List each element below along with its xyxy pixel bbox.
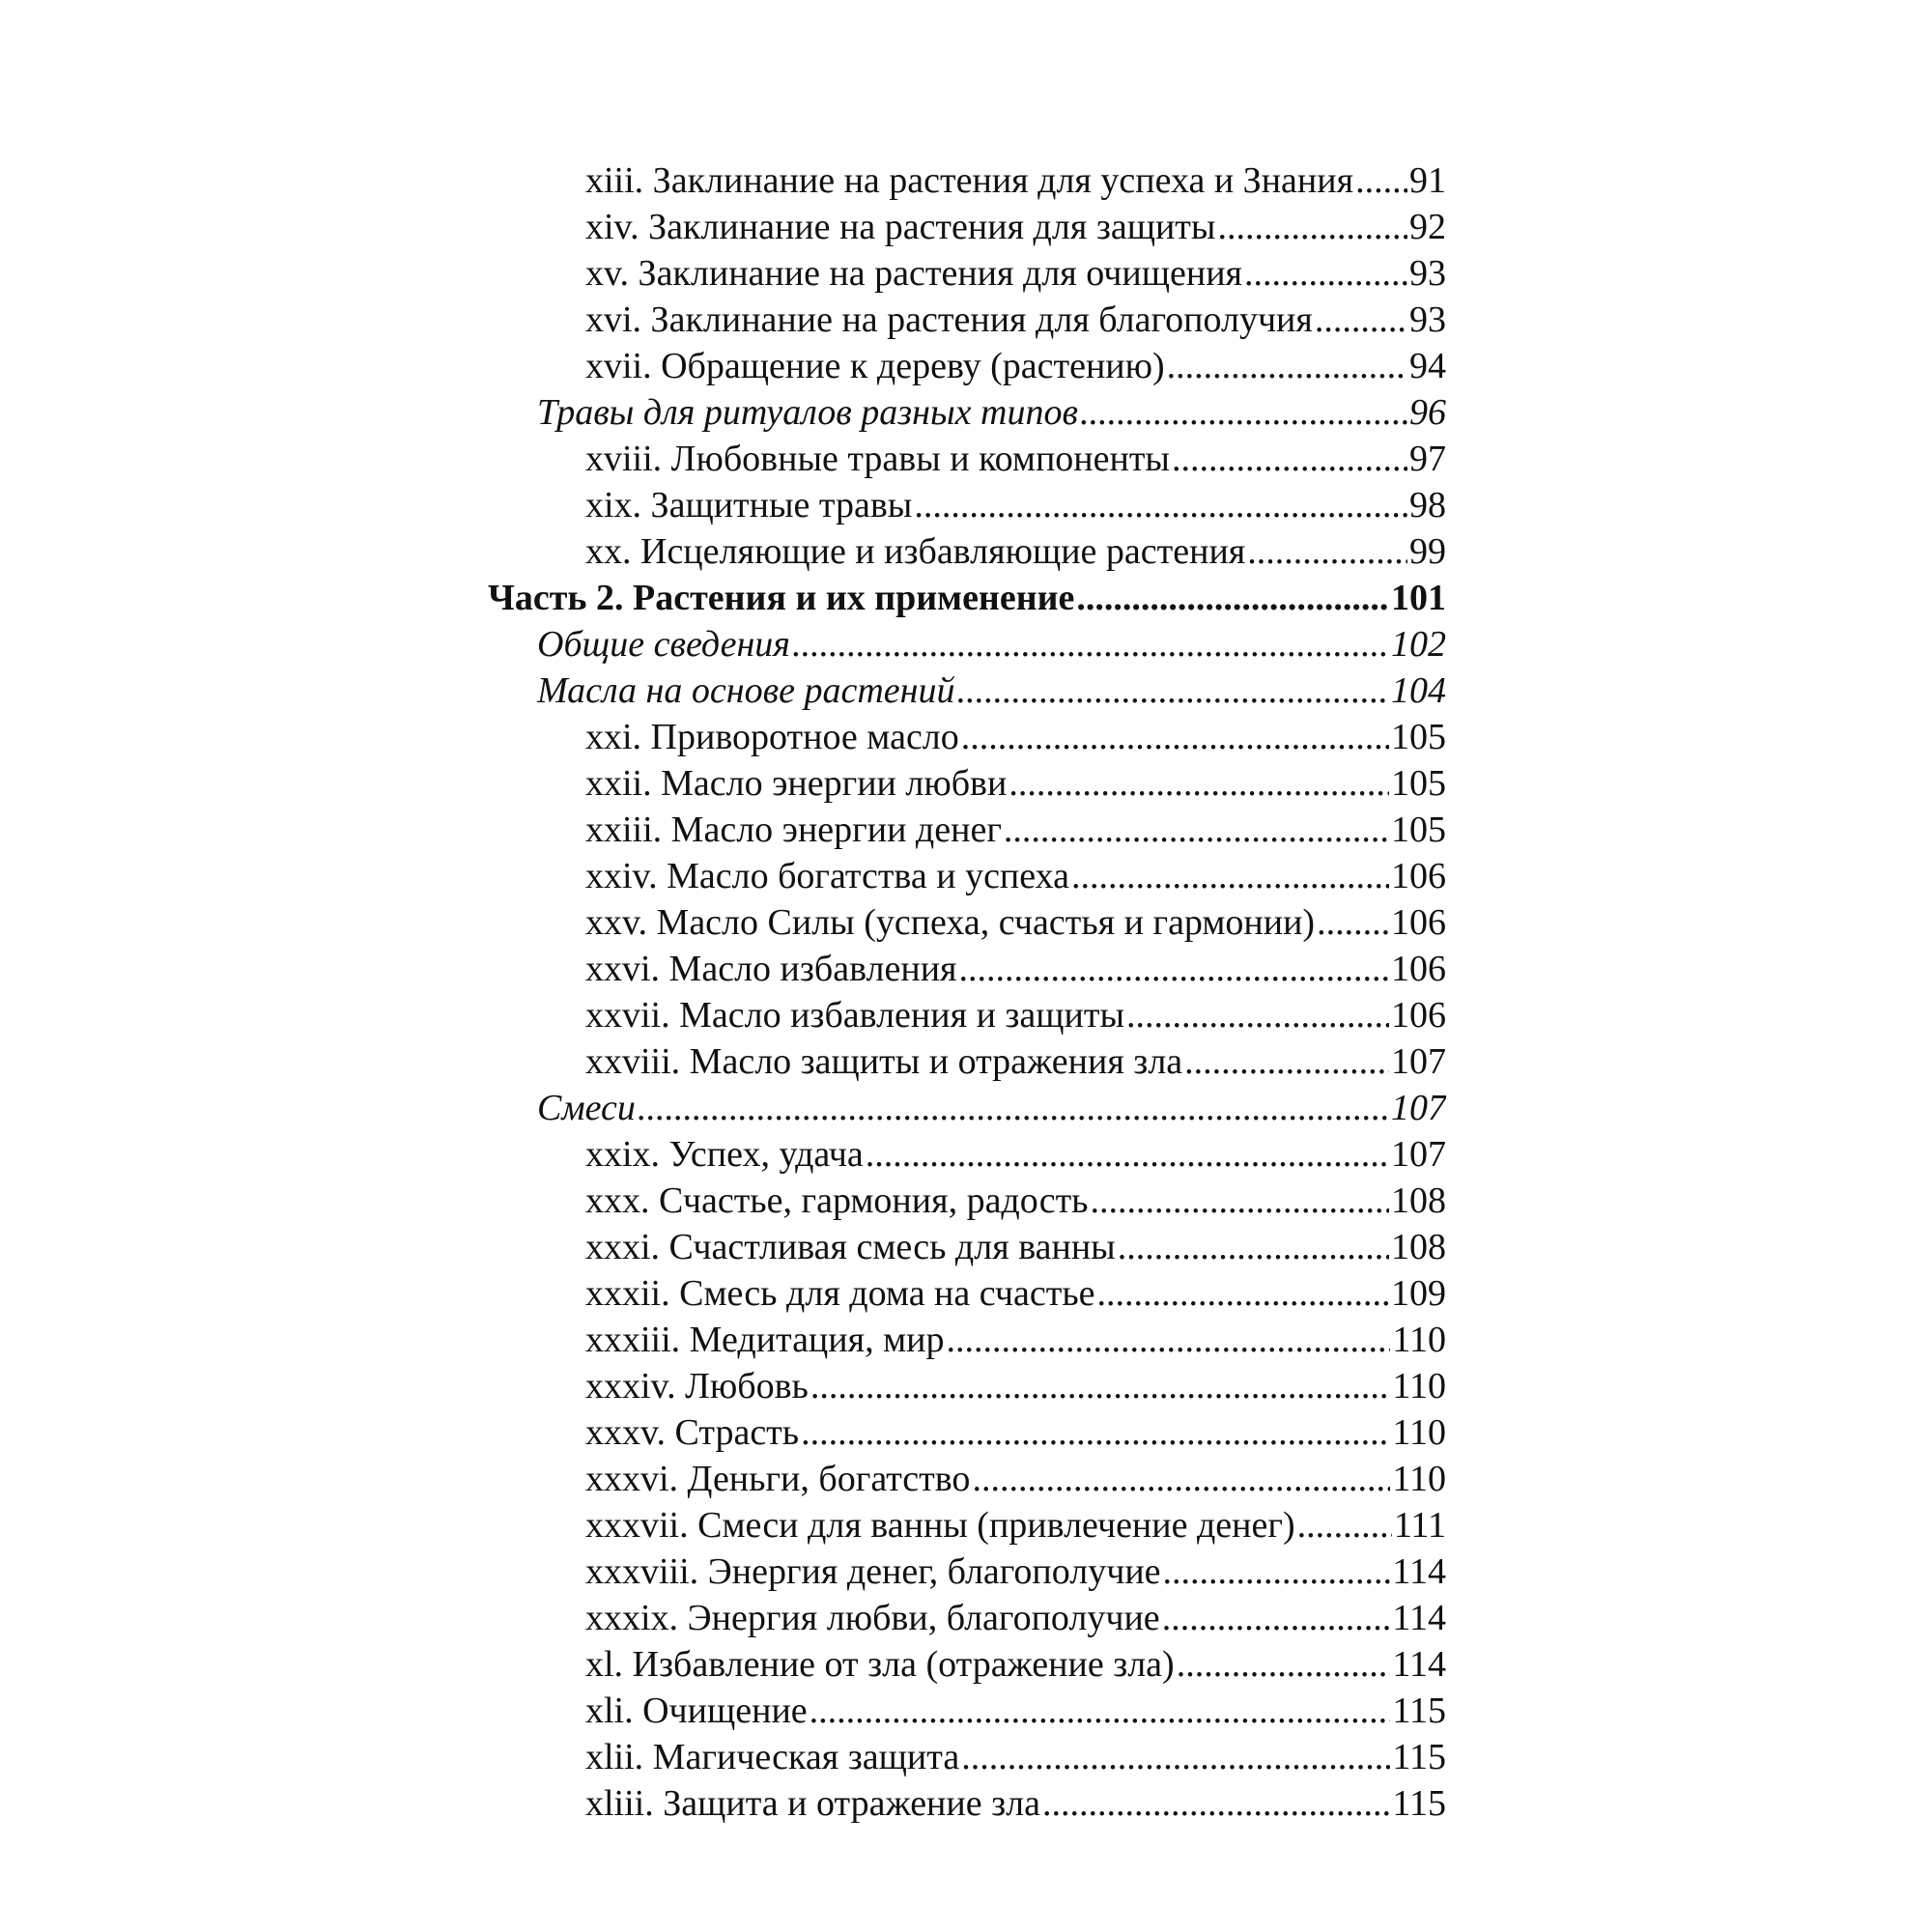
toc-page-number: 108	[1391, 1227, 1446, 1267]
dot-leader	[946, 1317, 1390, 1363]
dot-leader	[1317, 899, 1389, 946]
toc-entry-line	[585, 1548, 1446, 1595]
toc-page-number: 115	[1392, 1737, 1446, 1777]
toc-page-number: 107	[1391, 1041, 1446, 1082]
toc-item-entry	[0, 528, 1932, 575]
dot-leader	[1167, 343, 1407, 389]
toc-entry-line	[585, 714, 1446, 760]
toc-entry-title: xxix. Успех, удача	[585, 1134, 864, 1175]
dot-leader	[961, 714, 1389, 760]
toc-entry-line	[585, 1688, 1446, 1734]
toc-entry-title: xxi. Приворотное масло	[585, 717, 959, 757]
toc-item-entry	[0, 1038, 1932, 1085]
toc-entry-line	[537, 621, 1446, 668]
dot-leader	[1004, 807, 1389, 853]
toc-item-entry	[0, 1409, 1932, 1456]
toc-entry-line	[585, 1178, 1446, 1224]
toc-entry-line	[585, 853, 1446, 899]
toc-entry-line	[585, 482, 1446, 528]
toc-entry-line	[585, 1131, 1446, 1178]
toc-entry-title: xxxiv. Любовь	[585, 1366, 809, 1406]
toc-entry-line	[585, 250, 1446, 297]
toc-page-number: 110	[1392, 1412, 1446, 1453]
toc-entry-line	[537, 1085, 1446, 1131]
toc-entry-line	[585, 992, 1446, 1038]
toc-section-entry	[0, 621, 1932, 668]
toc-entry-title: xxxvi. Деньги, богатство	[585, 1459, 971, 1499]
toc-page-number: 96	[1409, 392, 1446, 433]
toc-page-number: 110	[1392, 1459, 1446, 1499]
dot-leader	[1097, 1270, 1389, 1317]
toc-page-number: 107	[1391, 1088, 1446, 1128]
toc-section-entry	[0, 389, 1932, 436]
toc-entry-line	[585, 1224, 1446, 1270]
toc-section-entry	[0, 668, 1932, 714]
toc-entry-title: xix. Защитные травы	[585, 485, 913, 526]
toc-entry-title: xxv. Масло Силы (успеха, счастья и гармонии)	[585, 902, 1316, 943]
toc-item-entry	[0, 760, 1932, 807]
toc-page-number: 92	[1409, 207, 1446, 247]
toc-item-entry	[0, 1456, 1932, 1502]
toc-page-number: 93	[1409, 253, 1446, 294]
toc-page-number: 91	[1409, 160, 1446, 201]
toc-item-entry	[0, 204, 1932, 250]
toc-page-number: 101	[1391, 578, 1446, 618]
toc-entry-title: xxxix. Энергия любви, благополучие	[585, 1598, 1160, 1638]
toc-item-entry	[0, 1131, 1932, 1178]
toc-entry-title: xli. Очищение	[585, 1690, 808, 1731]
dot-leader	[810, 1688, 1391, 1734]
dot-leader	[1118, 1224, 1389, 1270]
toc-entry-title: Смеси	[537, 1088, 636, 1128]
toc-section-entry	[0, 1085, 1932, 1131]
toc-entry-title: xxiv. Масло богатства и успеха	[585, 856, 1069, 896]
dot-leader	[914, 482, 1407, 528]
toc-item-entry	[0, 157, 1932, 204]
toc-entry-line	[585, 1409, 1446, 1456]
toc-entry-title: xxiii. Масло энергии денег	[585, 810, 1002, 850]
toc-entry-line	[585, 436, 1446, 482]
toc-item-entry	[0, 1734, 1932, 1780]
toc-entry-title: Общие сведения	[537, 624, 790, 665]
dot-leader	[801, 1409, 1390, 1456]
toc-item-entry	[0, 1780, 1932, 1827]
toc-page-number: 114	[1392, 1551, 1446, 1592]
toc-page-number: 93	[1409, 299, 1446, 340]
toc-entry-title: xliii. Защита и отражение зла	[585, 1783, 1040, 1824]
dot-leader	[1009, 760, 1389, 807]
toc-page-number: 106	[1391, 949, 1446, 989]
toc-entry-line	[585, 1038, 1446, 1085]
toc-item-entry	[0, 992, 1932, 1038]
toc-page-number: 109	[1391, 1273, 1446, 1314]
toc-item-entry	[0, 297, 1932, 343]
toc-item-entry	[0, 807, 1932, 853]
dot-leader	[1091, 1178, 1389, 1224]
toc-part-heading	[0, 575, 1932, 621]
toc-page-number: 105	[1391, 763, 1446, 804]
dot-leader	[1217, 204, 1407, 250]
toc-page-number: 108	[1391, 1180, 1446, 1221]
toc-item-entry	[0, 482, 1932, 528]
toc-item-entry	[0, 853, 1932, 899]
dot-leader	[1076, 575, 1389, 621]
dot-leader	[1080, 389, 1407, 436]
toc-page-number: 98	[1409, 485, 1446, 526]
toc-entry-title: xxviii. Масло защиты и отражения зла	[585, 1041, 1183, 1082]
toc-entry-line	[585, 297, 1446, 343]
toc-page-number: 114	[1392, 1598, 1446, 1638]
dot-leader	[1244, 250, 1407, 297]
toc-page-number: 99	[1409, 531, 1446, 572]
dot-leader	[792, 621, 1389, 668]
toc-page-number: 110	[1392, 1320, 1446, 1360]
dot-leader	[1162, 1595, 1391, 1641]
toc-entry-line	[585, 1641, 1446, 1688]
toc-item-entry	[0, 1270, 1932, 1317]
toc-entry-title: Травы для ритуалов разных типов	[537, 392, 1078, 433]
toc-item-entry	[0, 1688, 1932, 1734]
toc-entry-line	[537, 668, 1446, 714]
dot-leader	[1184, 1038, 1389, 1085]
toc-page-number: 104	[1391, 670, 1446, 711]
toc-item-entry	[0, 946, 1932, 992]
toc-entry-line	[537, 389, 1446, 436]
toc-entry-title: xiii. Заклинание на растения для успеха и Знания	[585, 160, 1354, 201]
toc-entry-title: xxii. Масло энергии любви	[585, 763, 1008, 804]
toc-entry-title: xxxv. Страсть	[585, 1412, 800, 1453]
toc-entry-title: xx. Исцеляющие и избавляющие растения	[585, 531, 1246, 572]
toc-page-number: 105	[1391, 810, 1446, 850]
dot-leader	[1071, 853, 1389, 899]
dot-leader	[1163, 1548, 1391, 1595]
toc-item-entry	[0, 1502, 1932, 1548]
toc-item-entry	[0, 343, 1932, 389]
toc-entry-title: xxx. Счастье, гармония, радость	[585, 1180, 1089, 1221]
toc-item-entry	[0, 1548, 1932, 1595]
toc-entry-title: xxxiii. Медитация, мир	[585, 1320, 945, 1360]
toc-item-entry	[0, 1224, 1932, 1270]
toc-entry-line	[585, 760, 1446, 807]
dot-leader	[866, 1131, 1389, 1178]
toc-page-number: 115	[1392, 1690, 1446, 1731]
toc-entry-title: Часть 2. Растения и их применение	[488, 578, 1075, 618]
toc-entry-title: xxvi. Масло избавления	[585, 949, 957, 989]
dot-leader	[1042, 1780, 1390, 1827]
toc-entry-title: xxxi. Счастливая смесь для ванны	[585, 1227, 1116, 1267]
toc-entry-line	[585, 899, 1446, 946]
toc-entry-title: xxxviii. Энергия денег, благополучие	[585, 1551, 1161, 1592]
toc-entry-line	[585, 807, 1446, 853]
toc-item-entry	[0, 1317, 1932, 1363]
toc-page-number: 115	[1392, 1783, 1446, 1824]
dot-leader	[959, 946, 1389, 992]
toc-page-number: 111	[1393, 1505, 1446, 1546]
dot-leader	[638, 1085, 1389, 1131]
dot-leader	[956, 668, 1389, 714]
toc-entry-line	[585, 1595, 1446, 1641]
toc-page-number: 114	[1392, 1644, 1446, 1685]
toc-entry-line	[585, 946, 1446, 992]
dot-leader	[1355, 157, 1407, 204]
dot-leader	[1177, 1641, 1391, 1688]
toc-entry-line	[585, 1502, 1446, 1548]
toc-page-number: 110	[1392, 1366, 1446, 1406]
toc-entry-title: xxvii. Масло избавления и защиты	[585, 995, 1125, 1036]
toc-item-entry	[0, 436, 1932, 482]
dot-leader	[972, 1456, 1390, 1502]
dot-leader	[1247, 528, 1407, 575]
toc-entry-line	[585, 157, 1446, 204]
toc-entry-line	[585, 1456, 1446, 1502]
toc-page-number: 107	[1391, 1134, 1446, 1175]
toc-entry-title: xlii. Магическая защита	[585, 1737, 960, 1777]
toc-entry-title: xiv. Заклинание на растения для защиты	[585, 207, 1216, 247]
toc-entry-title: xv. Заклинание на растения для очищения	[585, 253, 1243, 294]
dot-leader	[810, 1363, 1391, 1409]
toc-entry-title: Масла на основе растений	[537, 670, 955, 711]
toc-page-number: 94	[1409, 346, 1446, 386]
toc-entry-line	[488, 575, 1446, 621]
toc-entry-line	[585, 1363, 1446, 1409]
toc-entry-line	[585, 343, 1446, 389]
dot-leader	[961, 1734, 1390, 1780]
toc-page-number: 106	[1391, 902, 1446, 943]
toc-item-entry	[0, 714, 1932, 760]
toc-entry-title: xviii. Любовные травы и компоненты	[585, 439, 1170, 479]
dot-leader	[1315, 297, 1407, 343]
toc-item-entry	[0, 1595, 1932, 1641]
toc-item-entry	[0, 1363, 1932, 1409]
toc-entry-title: xvii. Обращение к дереву (растению)	[585, 346, 1165, 386]
toc-entry-line	[585, 1780, 1446, 1827]
toc-entry-title: xvi. Заклинание на растения для благополучия	[585, 299, 1313, 340]
dot-leader	[1126, 992, 1389, 1038]
toc-entry-title: xxxii. Смесь для дома на счастье	[585, 1273, 1095, 1314]
toc-entry-line	[585, 204, 1446, 250]
toc-entry-line	[585, 528, 1446, 575]
toc-item-entry	[0, 1641, 1932, 1688]
toc-page-number: 105	[1391, 717, 1446, 757]
toc-page-number: 97	[1409, 439, 1446, 479]
toc-item-entry	[0, 899, 1932, 946]
table-of-contents	[0, 157, 1932, 1827]
toc-page-number: 102	[1391, 624, 1446, 665]
toc-item-entry	[0, 250, 1932, 297]
toc-entry-line	[585, 1270, 1446, 1317]
toc-entry-line	[585, 1317, 1446, 1363]
toc-entry-title: xxxvii. Смеси для ванны (привлечение денег)	[585, 1505, 1295, 1546]
dot-leader	[1172, 436, 1407, 482]
toc-entry-title: xl. Избавление от зла (отражение зла)	[585, 1644, 1175, 1685]
toc-page-number: 106	[1391, 995, 1446, 1036]
toc-entry-line	[585, 1734, 1446, 1780]
toc-item-entry	[0, 1178, 1932, 1224]
toc-page-number: 106	[1391, 856, 1446, 896]
dot-leader	[1297, 1502, 1392, 1548]
